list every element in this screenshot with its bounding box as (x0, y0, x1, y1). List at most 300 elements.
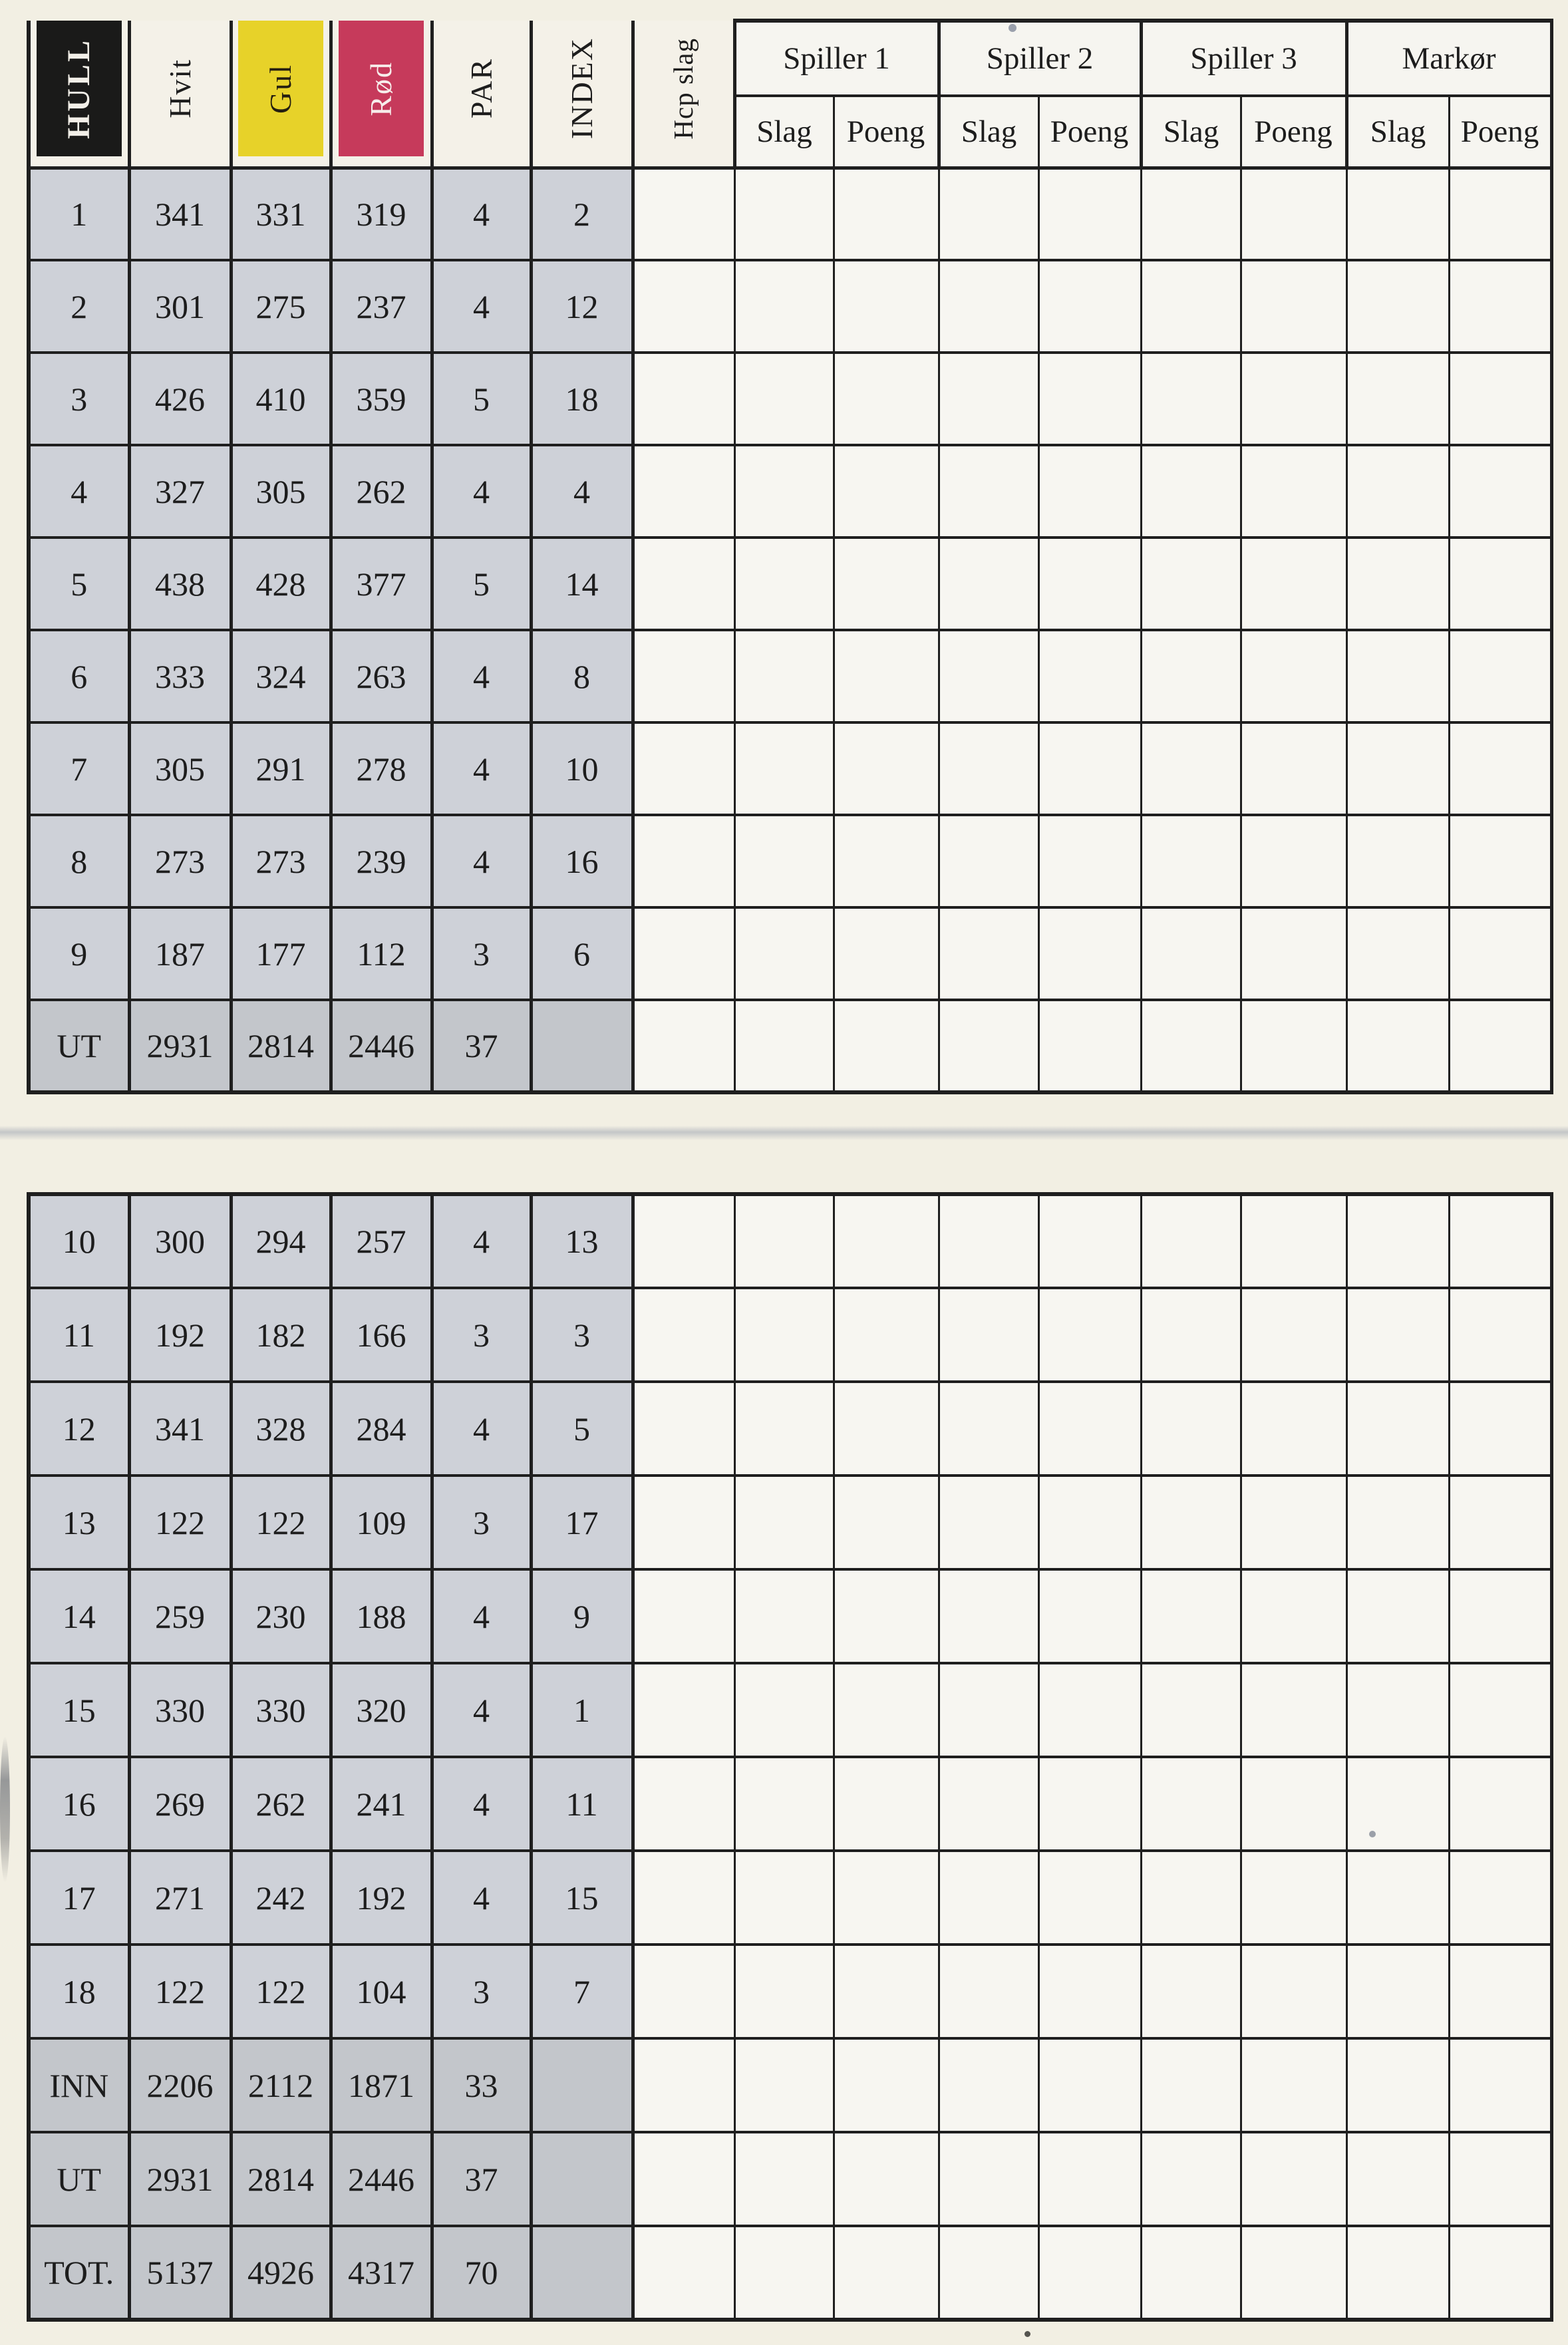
index-cell: 4 (531, 445, 633, 538)
header-markor: Markør (1346, 21, 1551, 96)
index-cell: 7 (531, 1945, 633, 2038)
spiller2-poeng-cell (1038, 630, 1141, 722)
hcp-slag-cell (633, 1663, 734, 1757)
spiller3-slag-cell (1141, 1382, 1241, 1476)
spiller3-poeng-cell (1241, 1194, 1346, 1288)
gul-length-cell: 410 (231, 353, 331, 445)
par-cell: 4 (432, 1663, 531, 1757)
rod-header-chip (339, 21, 424, 156)
spiller3-poeng-cell (1241, 907, 1346, 1000)
scan-shadow-band (0, 1126, 1568, 1140)
gul-length-cell: 428 (231, 538, 331, 630)
spiller2-poeng-cell (1038, 260, 1141, 353)
hcp-slag-cell (633, 1945, 734, 2038)
rod-length-cell: 257 (331, 1194, 432, 1288)
hvit-length-cell: 2206 (129, 2038, 231, 2132)
spiller2-poeng-cell (1038, 445, 1141, 538)
rod-length-cell: 284 (331, 1382, 432, 1476)
spiller2-slag-cell (939, 168, 1038, 260)
spiller1-poeng-cell (834, 538, 939, 630)
index-cell: 15 (531, 1851, 633, 1945)
spiller1-poeng-cell (834, 1288, 939, 1382)
header-spiller2-poeng: Poeng (1038, 96, 1141, 168)
hvit-length-cell: 259 (129, 1569, 231, 1663)
hcp-slag-cell (633, 2132, 734, 2226)
hcp-slag-header-label: Hcp slag (668, 37, 699, 140)
markor-poeng-cell (1449, 538, 1551, 630)
rod-length-cell: 319 (331, 168, 432, 260)
scorecard-row (29, 538, 1551, 630)
header-spiller1-poeng: Poeng (834, 96, 939, 168)
scorecard-row (29, 260, 1551, 353)
spiller1-slag-cell (734, 1382, 834, 1476)
par-cell: 4 (432, 168, 531, 260)
par-cell: 3 (432, 1476, 531, 1569)
spiller1-poeng-cell (834, 1000, 939, 1092)
scan-speck (1009, 24, 1017, 32)
scorecard-row (29, 1945, 1551, 2038)
spiller3-slag-cell (1141, 2038, 1241, 2132)
header-par (432, 21, 531, 168)
hole-label-cell: 10 (29, 1194, 129, 1288)
hole-label-cell: 1 (29, 168, 129, 260)
index-cell (531, 2226, 633, 2320)
par-cell: 4 (432, 260, 531, 353)
header-hvit (129, 21, 231, 168)
spiller3-slag-cell (1141, 1569, 1241, 1663)
gul-length-cell: 273 (231, 815, 331, 907)
hvit-length-cell: 122 (129, 1945, 231, 2038)
spiller3-poeng-cell (1241, 1476, 1346, 1569)
hcp-slag-cell (633, 1476, 734, 1569)
par-cell: 4 (432, 1851, 531, 1945)
rod-length-cell: 262 (331, 445, 432, 538)
spiller2-poeng-cell (1038, 2038, 1141, 2132)
hvit-length-cell: 341 (129, 168, 231, 260)
hole-label-cell: 16 (29, 1757, 129, 1851)
header-spiller-1: Spiller 1 (734, 21, 939, 96)
par-cell: 4 (432, 445, 531, 538)
hull-header-chip (37, 21, 122, 156)
spiller2-poeng-cell (1038, 2226, 1141, 2320)
index-cell: 18 (531, 353, 633, 445)
markor-slag-cell (1346, 815, 1449, 907)
gul-length-cell: 122 (231, 1945, 331, 2038)
par-cell: 5 (432, 353, 531, 445)
hvit-length-cell: 273 (129, 815, 231, 907)
markor-poeng-cell (1449, 445, 1551, 538)
hvit-header-label: Hvit (162, 59, 197, 118)
index-cell: 6 (531, 907, 633, 1000)
header-gul (231, 21, 331, 168)
spiller2-slag-cell (939, 1569, 1038, 1663)
spiller2-slag-cell (939, 2038, 1038, 2132)
spiller1-slag-cell (734, 1476, 834, 1569)
spiller1-poeng-cell (834, 1945, 939, 2038)
markor-slag-cell (1346, 722, 1449, 815)
rod-length-cell: 278 (331, 722, 432, 815)
spiller1-poeng-cell (834, 260, 939, 353)
spiller1-slag-cell (734, 2038, 834, 2132)
gul-length-cell: 2814 (231, 2132, 331, 2226)
spiller1-slag-cell (734, 1663, 834, 1757)
spiller1-poeng-cell (834, 722, 939, 815)
par-cell: 4 (432, 1569, 531, 1663)
hcp-slag-cell (633, 445, 734, 538)
spiller1-poeng-cell (834, 1851, 939, 1945)
header-markor-poeng: Poeng (1449, 96, 1551, 168)
spiller3-slag-cell (1141, 1945, 1241, 2038)
rod-length-cell: 263 (331, 630, 432, 722)
spiller2-poeng-cell (1038, 815, 1141, 907)
markor-slag-cell (1346, 1382, 1449, 1476)
markor-slag-cell (1346, 1757, 1449, 1851)
hole-label-cell: 9 (29, 907, 129, 1000)
rod-length-cell: 1871 (331, 2038, 432, 2132)
spiller1-slag-cell (734, 907, 834, 1000)
spiller2-poeng-cell (1038, 1194, 1141, 1288)
rod-length-cell: 377 (331, 538, 432, 630)
par-cell: 33 (432, 2038, 531, 2132)
markor-slag-cell (1346, 2038, 1449, 2132)
spiller2-poeng-cell (1038, 1382, 1141, 1476)
hole-label-cell: 5 (29, 538, 129, 630)
markor-slag-cell (1346, 1288, 1449, 1382)
hcp-slag-cell (633, 260, 734, 353)
hole-label-cell: INN (29, 2038, 129, 2132)
spiller2-poeng-cell (1038, 353, 1141, 445)
gul-length-cell: 177 (231, 907, 331, 1000)
spiller3-slag-cell (1141, 1851, 1241, 1945)
hvit-length-cell: 5137 (129, 2226, 231, 2320)
markor-poeng-cell (1449, 907, 1551, 1000)
spiller3-slag-cell (1141, 1194, 1241, 1288)
header-spiller-2: Spiller 2 (939, 21, 1141, 96)
hcp-slag-cell (633, 1288, 734, 1382)
index-cell: 16 (531, 815, 633, 907)
scorecard-row (29, 907, 1551, 1000)
hole-label-cell: TOT. (29, 2226, 129, 2320)
hole-label-cell: 18 (29, 1945, 129, 2038)
hole-label-cell: 7 (29, 722, 129, 815)
spiller1-poeng-cell (834, 2038, 939, 2132)
spiller2-poeng-cell (1038, 722, 1141, 815)
spiller3-poeng-cell (1241, 630, 1346, 722)
scorecard-row (29, 1757, 1551, 1851)
spiller2-slag-cell (939, 722, 1038, 815)
hcp-slag-cell (633, 2226, 734, 2320)
hole-label-cell: 17 (29, 1851, 129, 1945)
spiller3-poeng-cell (1241, 1569, 1346, 1663)
markor-slag-cell (1346, 1000, 1449, 1092)
spiller1-slag-cell (734, 168, 834, 260)
spiller3-slag-cell (1141, 1757, 1241, 1851)
markor-slag-cell (1346, 1194, 1449, 1288)
rod-length-cell: 359 (331, 353, 432, 445)
markor-poeng-cell (1449, 1757, 1551, 1851)
hvit-length-cell: 426 (129, 353, 231, 445)
spiller3-slag-cell (1141, 815, 1241, 907)
hcp-slag-cell (633, 907, 734, 1000)
spiller2-slag-cell (939, 353, 1038, 445)
scorecard-row (29, 1194, 1551, 1288)
gul-header-label: Gul (263, 63, 297, 114)
rod-length-cell: 237 (331, 260, 432, 353)
hole-label-cell: 2 (29, 260, 129, 353)
gul-length-cell: 182 (231, 1288, 331, 1382)
front-nine-table (27, 19, 1553, 1094)
markor-slag-cell (1346, 1945, 1449, 2038)
hole-label-cell: 14 (29, 1569, 129, 1663)
markor-poeng-cell (1449, 1194, 1551, 1288)
markor-slag-cell (1346, 2226, 1449, 2320)
index-cell: 8 (531, 630, 633, 722)
rod-length-cell: 2446 (331, 2132, 432, 2226)
header-group-row (29, 21, 1551, 96)
scorecard-row (29, 722, 1551, 815)
index-cell: 9 (531, 1569, 633, 1663)
hole-label-cell: 6 (29, 630, 129, 722)
header-rod (331, 21, 432, 168)
spiller1-slag-cell (734, 722, 834, 815)
markor-poeng-cell (1449, 2226, 1551, 2320)
hole-label-cell: 4 (29, 445, 129, 538)
spiller2-poeng-cell (1038, 1945, 1141, 2038)
spiller3-poeng-cell (1241, 353, 1346, 445)
hcp-slag-cell (633, 1194, 734, 1288)
scan-speck (1369, 1831, 1376, 1837)
gul-length-cell: 2112 (231, 2038, 331, 2132)
hcp-slag-cell (633, 538, 734, 630)
header-markor-slag: Slag (1346, 96, 1449, 168)
spiller1-poeng-cell (834, 2132, 939, 2226)
hvit-length-cell: 2931 (129, 1000, 231, 1092)
par-cell: 4 (432, 630, 531, 722)
spiller3-poeng-cell (1241, 2038, 1346, 2132)
rod-length-cell: 192 (331, 1851, 432, 1945)
index-cell (531, 2038, 633, 2132)
spiller2-slag-cell (939, 260, 1038, 353)
spiller2-slag-cell (939, 1851, 1038, 1945)
spiller1-poeng-cell (834, 1569, 939, 1663)
spiller3-poeng-cell (1241, 168, 1346, 260)
hcp-slag-cell (633, 1757, 734, 1851)
spiller3-slag-cell (1141, 630, 1241, 722)
gul-length-cell: 294 (231, 1194, 331, 1288)
hcp-slag-cell (633, 1000, 734, 1092)
gul-length-cell: 4926 (231, 2226, 331, 2320)
hcp-slag-cell (633, 1382, 734, 1476)
index-cell: 12 (531, 260, 633, 353)
scorecard-row (29, 1382, 1551, 1476)
header-hcp-slag (633, 21, 734, 168)
index-cell: 14 (531, 538, 633, 630)
markor-poeng-cell (1449, 353, 1551, 445)
spiller3-slag-cell (1141, 2132, 1241, 2226)
hole-label-cell: 11 (29, 1288, 129, 1382)
spiller3-poeng-cell (1241, 260, 1346, 353)
markor-slag-cell (1346, 353, 1449, 445)
hcp-slag-cell (633, 168, 734, 260)
hcp-slag-cell (633, 353, 734, 445)
spiller2-slag-cell (939, 1476, 1038, 1569)
par-cell: 37 (432, 1000, 531, 1092)
hvit-length-cell: 271 (129, 1851, 231, 1945)
spiller1-slag-cell (734, 1288, 834, 1382)
header-spiller1-slag: Slag (734, 96, 834, 168)
spiller1-poeng-cell (834, 1476, 939, 1569)
rod-length-cell: 166 (331, 1288, 432, 1382)
scorecard-row (29, 1663, 1551, 1757)
par-cell: 4 (432, 1194, 531, 1288)
markor-slag-cell (1346, 260, 1449, 353)
markor-slag-cell (1346, 538, 1449, 630)
hole-label-cell: 13 (29, 1476, 129, 1569)
hcp-slag-cell (633, 2038, 734, 2132)
markor-poeng-cell (1449, 2038, 1551, 2132)
hvit-length-cell: 300 (129, 1194, 231, 1288)
spiller3-slag-cell (1141, 445, 1241, 538)
spiller3-poeng-cell (1241, 1288, 1346, 1382)
index-cell: 13 (531, 1194, 633, 1288)
header-spiller3-slag: Slag (1141, 96, 1241, 168)
header-hull (29, 21, 129, 168)
spiller1-poeng-cell (834, 1663, 939, 1757)
markor-slag-cell (1346, 1851, 1449, 1945)
hole-label-cell: UT (29, 1000, 129, 1092)
scorecard-row (29, 2226, 1551, 2320)
hvit-length-cell: 192 (129, 1288, 231, 1382)
par-header-label: PAR (464, 58, 498, 119)
scorecard-row (29, 1851, 1551, 1945)
spiller1-slag-cell (734, 1194, 834, 1288)
spiller3-poeng-cell (1241, 2226, 1346, 2320)
par-cell: 37 (432, 2132, 531, 2226)
markor-slag-cell (1346, 168, 1449, 260)
hole-label-cell: 3 (29, 353, 129, 445)
spiller3-poeng-cell (1241, 1663, 1346, 1757)
spiller2-poeng-cell (1038, 1757, 1141, 1851)
spiller1-poeng-cell (834, 815, 939, 907)
par-cell: 4 (432, 1757, 531, 1851)
spiller2-poeng-cell (1038, 1663, 1141, 1757)
spiller2-slag-cell (939, 815, 1038, 907)
spiller1-poeng-cell (834, 168, 939, 260)
markor-slag-cell (1346, 1663, 1449, 1757)
spiller1-slag-cell (734, 630, 834, 722)
header-spiller3-poeng: Poeng (1241, 96, 1346, 168)
spiller2-slag-cell (939, 445, 1038, 538)
hvit-length-cell: 187 (129, 907, 231, 1000)
spiller1-poeng-cell (834, 630, 939, 722)
par-cell: 4 (432, 722, 531, 815)
hvit-length-cell: 438 (129, 538, 231, 630)
scorecard-row (29, 353, 1551, 445)
spiller1-slag-cell (734, 2226, 834, 2320)
hvit-length-cell: 333 (129, 630, 231, 722)
hull-header-label: HULL (61, 37, 96, 140)
hvit-length-cell: 341 (129, 1382, 231, 1476)
spiller3-poeng-cell (1241, 1851, 1346, 1945)
hvit-length-cell: 269 (129, 1757, 231, 1851)
hcp-slag-cell (633, 815, 734, 907)
hvit-length-cell: 2931 (129, 2132, 231, 2226)
spiller3-slag-cell (1141, 1476, 1241, 1569)
hole-label-cell: 12 (29, 1382, 129, 1476)
scorecard-row (29, 2038, 1551, 2132)
index-cell (531, 2132, 633, 2226)
scorecard-row (29, 168, 1551, 260)
spiller1-poeng-cell (834, 1757, 939, 1851)
back-nine-table (27, 1192, 1553, 2322)
spiller1-poeng-cell (834, 2226, 939, 2320)
spiller1-slag-cell (734, 353, 834, 445)
rod-length-cell: 2446 (331, 1000, 432, 1092)
markor-slag-cell (1346, 2132, 1449, 2226)
markor-slag-cell (1346, 445, 1449, 538)
spiller3-poeng-cell (1241, 2132, 1346, 2226)
gul-header-chip (238, 21, 323, 156)
rod-length-cell: 4317 (331, 2226, 432, 2320)
scorecard-row (29, 1000, 1551, 1092)
par-cell: 3 (432, 1945, 531, 2038)
hvit-length-cell: 305 (129, 722, 231, 815)
spiller2-poeng-cell (1038, 538, 1141, 630)
par-cell: 5 (432, 538, 531, 630)
scorecard-row (29, 815, 1551, 907)
spiller3-poeng-cell (1241, 1757, 1346, 1851)
gul-length-cell: 122 (231, 1476, 331, 1569)
spiller2-poeng-cell (1038, 1476, 1141, 1569)
spiller3-slag-cell (1141, 168, 1241, 260)
header-spiller2-slag: Slag (939, 96, 1038, 168)
spiller1-slag-cell (734, 1757, 834, 1851)
markor-poeng-cell (1449, 168, 1551, 260)
spiller3-slag-cell (1141, 1000, 1241, 1092)
gul-length-cell: 331 (231, 168, 331, 260)
gul-length-cell: 242 (231, 1851, 331, 1945)
scorecard-row (29, 1569, 1551, 1663)
spiller2-slag-cell (939, 2226, 1038, 2320)
index-cell: 5 (531, 1382, 633, 1476)
spiller2-slag-cell (939, 1382, 1038, 1476)
markor-poeng-cell (1449, 260, 1551, 353)
spiller2-slag-cell (939, 1945, 1038, 2038)
spiller3-slag-cell (1141, 353, 1241, 445)
markor-poeng-cell (1449, 722, 1551, 815)
par-cell: 3 (432, 907, 531, 1000)
spiller2-poeng-cell (1038, 907, 1141, 1000)
hvit-length-cell: 301 (129, 260, 231, 353)
index-cell: 17 (531, 1476, 633, 1569)
spiller1-slag-cell (734, 445, 834, 538)
index-cell: 2 (531, 168, 633, 260)
index-cell: 3 (531, 1288, 633, 1382)
header-spiller-3: Spiller 3 (1141, 21, 1346, 96)
spiller1-poeng-cell (834, 353, 939, 445)
spiller2-poeng-cell (1038, 168, 1141, 260)
spiller2-poeng-cell (1038, 1288, 1141, 1382)
spiller2-poeng-cell (1038, 1000, 1141, 1092)
spiller2-slag-cell (939, 1288, 1038, 1382)
markor-poeng-cell (1449, 1851, 1551, 1945)
hole-label-cell: 15 (29, 1663, 129, 1757)
hole-label-cell: 8 (29, 815, 129, 907)
scorecard-row (29, 445, 1551, 538)
spiller3-slag-cell (1141, 260, 1241, 353)
spiller3-slag-cell (1141, 722, 1241, 815)
rod-length-cell: 241 (331, 1757, 432, 1851)
